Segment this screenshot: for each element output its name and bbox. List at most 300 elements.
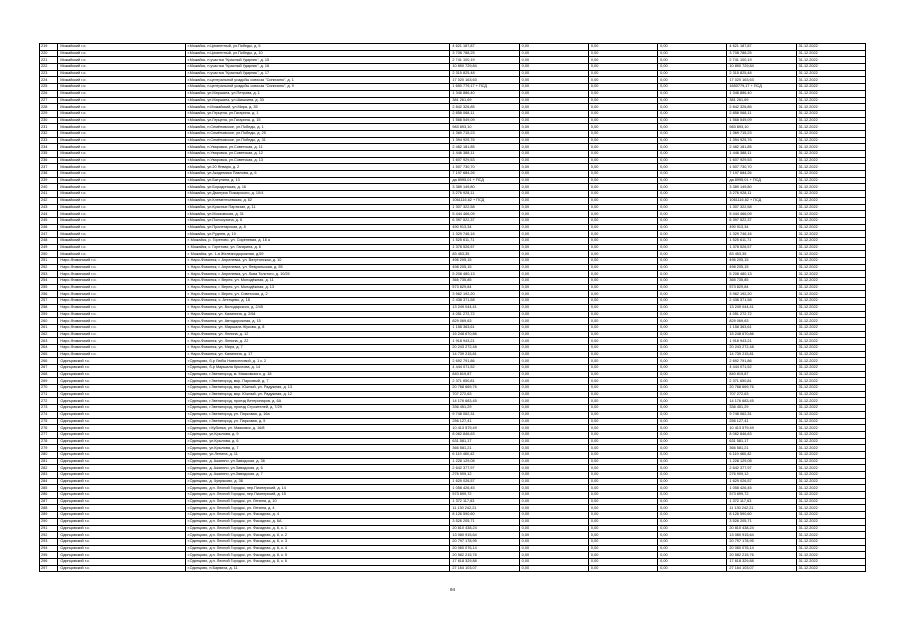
address-cell: г.Одинцово, г.Звенигород, проезд Строителей, д. 7/29 <box>185 405 450 412</box>
row-number-cell: 247 <box>40 231 58 238</box>
amount-cell: 1 918 943,21 <box>450 338 519 345</box>
zero-amount-cell: 0,00 <box>588 271 657 278</box>
zero-amount-cell: 0,00 <box>588 50 657 57</box>
amount-cell: 490 913,34 <box>450 224 519 231</box>
row-number-cell: 241 <box>40 191 58 198</box>
total-cell: 2 842 326,85 <box>727 104 796 111</box>
zero-amount-cell: 0,00 <box>519 458 588 465</box>
table-row <box>40 244 866 251</box>
zero-amount-cell: 0,00 <box>658 385 727 392</box>
municipality-cell: Наро-Фоминский г.о. <box>58 311 185 318</box>
municipality-cell: Наро-Фоминский г.о. <box>58 284 185 291</box>
total-cell: 17 618 329,88 <box>727 558 796 565</box>
amount-cell: 498 205,15 <box>450 264 519 271</box>
zero-amount-cell: 0,00 <box>588 284 657 291</box>
date-cell: 31.12.2022 <box>796 465 865 472</box>
date-cell: 31.12.2022 <box>796 418 865 425</box>
zero-amount-cell: 0,00 <box>658 231 727 238</box>
zero-amount-cell: 0,00 <box>519 231 588 238</box>
amount-cell: 366 581,21 <box>450 445 519 452</box>
date-cell: 31.12.2022 <box>796 492 865 499</box>
row-number-cell: 261 <box>40 324 58 331</box>
amount-cell: 20 582 215,76 <box>450 552 519 559</box>
date-cell: 31.12.2022 <box>796 231 865 238</box>
address-cell: г.Одинцово, ул.Ленина, д. 11 <box>185 451 450 458</box>
date-cell: 31.12.2022 <box>796 97 865 104</box>
table-row <box>40 57 866 64</box>
zero-amount-cell: 0,00 <box>658 64 727 71</box>
amount-cell: 1 607 929,53 <box>450 157 519 164</box>
amount-cell: 256 127,41 <box>450 418 519 425</box>
date-cell: 31.12.2022 <box>796 70 865 77</box>
total-cell: 498 205,15 <box>727 264 796 271</box>
row-number-cell: 272 <box>40 398 58 405</box>
table-row <box>40 538 866 545</box>
zero-amount-cell: 0,00 <box>588 498 657 505</box>
address-cell: г. Наро-Фоминск, ул. Мира, д. 7 <box>185 344 450 351</box>
municipality-cell: Наро-Фоминский г.о. <box>58 291 185 298</box>
total-cell: 1 607 929,53 <box>727 157 796 164</box>
row-number-cell: 294 <box>40 545 58 552</box>
amount-cell: 365 735,85 <box>450 278 519 285</box>
municipality-cell: Можайский г.о. <box>58 177 185 184</box>
table-row <box>40 378 866 385</box>
address-cell: г.Можайск, п.участка "Красный Ударник", д. 17 <box>185 70 450 77</box>
municipality-cell: Одинцовский г.о. <box>58 552 185 559</box>
row-number-cell: 229 <box>40 110 58 117</box>
total-cell: 1 918 943,21 <box>727 338 796 345</box>
zero-amount-cell: 0,00 <box>588 398 657 405</box>
address-cell: г.Одинцово, д.п. Лесной Городок, пер.Пионерский, д. 15 <box>185 492 450 499</box>
zero-amount-cell: 0,00 <box>588 492 657 499</box>
table-row <box>40 465 866 472</box>
date-cell: 31.12.2022 <box>796 365 865 372</box>
address-cell: г.Одинцово, д.п. Лесной Городок, ул. Фасадная, д. 6, к. 6 <box>185 558 450 565</box>
municipality-cell: Можайский г.о. <box>58 251 185 258</box>
municipality-cell: Одинцовский г.о. <box>58 405 185 412</box>
municipality-cell: Одинцовский г.о. <box>58 538 185 545</box>
table-row <box>40 144 866 151</box>
address-cell: г. Можайск, с. Горетово, ул. Гагарина, д. 6 <box>185 244 450 251</box>
address-cell: г.Можайск, ул.Московская, д. 31 <box>185 211 450 218</box>
date-cell: 31.12.2022 <box>796 191 865 198</box>
date-cell: 31.12.2022 <box>796 411 865 418</box>
row-number-cell: 234 <box>40 144 58 151</box>
date-cell: 31.12.2022 <box>796 532 865 539</box>
amount-cell: 1 629 026,57 <box>450 478 519 485</box>
zero-amount-cell: 0,00 <box>658 157 727 164</box>
total-cell: 3 276 928,11 <box>727 191 796 198</box>
total-cell: 20 797 178,95 <box>727 538 796 545</box>
address-cell: г. Наро-Фоминск, ул. Калинина, д. 17 <box>185 351 450 358</box>
row-number-cell: 258 <box>40 304 58 311</box>
address-cell: г.Одинцово, г.Звенигород, ул. Парковая, д. 16а <box>185 411 450 418</box>
municipality-cell: Можайский г.о. <box>58 90 185 97</box>
date-cell: 31.12.2022 <box>796 130 865 137</box>
municipality-cell: Можайский г.о. <box>58 244 185 251</box>
zero-amount-cell: 0,00 <box>658 204 727 211</box>
municipality-cell: Можайский г.о. <box>58 171 185 178</box>
municipality-cell: Можайский г.о. <box>58 117 185 124</box>
zero-amount-cell: 0,00 <box>658 171 727 178</box>
table-row <box>40 418 866 425</box>
total-cell: 707 272,63 <box>727 391 796 398</box>
table-row <box>40 425 866 432</box>
zero-amount-cell: 0,00 <box>519 438 588 445</box>
table-row <box>40 64 866 71</box>
zero-amount-cell: 0,00 <box>658 465 727 472</box>
page-number: 94 <box>449 587 455 592</box>
zero-amount-cell: 0,00 <box>588 124 657 131</box>
address-cell: г.Можайск, ул.Маршала, ул.Шишкина, д. 33 <box>185 97 450 104</box>
date-cell: 31.12.2022 <box>796 344 865 351</box>
zero-amount-cell: 0,00 <box>658 197 727 204</box>
municipality-cell: Наро-Фоминский г.о. <box>58 304 185 311</box>
amount-cell: 8 062 846,63 <box>450 431 519 438</box>
zero-amount-cell: 0,00 <box>658 324 727 331</box>
zero-amount-cell: 0,00 <box>519 552 588 559</box>
address-cell: г.Одинцово, д.п. Лесной Городок, ул. Фасадная, д. 6, к. 5 <box>185 552 450 559</box>
table-row <box>40 211 866 218</box>
zero-amount-cell: 0,00 <box>658 84 727 91</box>
date-cell: 31.12.2022 <box>796 458 865 465</box>
table-row <box>40 298 866 305</box>
address-cell: г.Одинцово, д.п. Лесной Городок, пер.Пионерский, д. 14 <box>185 485 450 492</box>
date-cell: 31.12.2022 <box>796 298 865 305</box>
row-number-cell: 281 <box>40 458 58 465</box>
total-cell: 366 581,21 <box>727 445 796 452</box>
zero-amount-cell: 0,00 <box>519 338 588 345</box>
total-cell: 2 642 377,97 <box>727 465 796 472</box>
zero-amount-cell: 0,00 <box>519 191 588 198</box>
total-cell: 17 020 163,63 <box>727 77 796 84</box>
address-cell: г. Наро-Фоминск, г. Апрелевка, ул. Февральская, д. 55 <box>185 264 450 271</box>
zero-amount-cell: 0,00 <box>588 371 657 378</box>
municipality-cell: Одинцовский г.о. <box>58 371 185 378</box>
municipality-cell: Одинцовский г.о. <box>58 391 185 398</box>
address-cell: г.Можайск, ул.Полосухина, д. 6 <box>185 217 450 224</box>
zero-amount-cell: 0,00 <box>658 284 727 291</box>
municipality-cell: Наро-Фоминский г.о. <box>58 258 185 265</box>
date-cell: 31.12.2022 <box>796 558 865 565</box>
date-cell: 31.12.2022 <box>796 385 865 392</box>
zero-amount-cell: 0,00 <box>658 492 727 499</box>
total-cell: 20 060 076,14 <box>727 545 796 552</box>
zero-amount-cell: 0,00 <box>519 237 588 244</box>
total-cell: 1 525 611,71 <box>727 237 796 244</box>
municipality-cell: Одинцовский г.о. <box>58 378 185 385</box>
amount-cell: 17 618 329,88 <box>450 558 519 565</box>
total-cell: 14 739 215,81 <box>727 351 796 358</box>
zero-amount-cell: 0,00 <box>519 331 588 338</box>
zero-amount-cell: 0,00 <box>658 478 727 485</box>
amount-cell: 83 453,35 <box>450 251 519 258</box>
zero-amount-cell: 0,00 <box>658 411 727 418</box>
address-cell: г.Можайск, п.участка "Красный Ударник", д. 15 <box>185 57 450 64</box>
address-cell: г.Можайск, ул.Дмитрия Пожарского, д. 10/4 <box>185 191 450 198</box>
address-cell: г. Наро-Фоминск, г. Верея, ул. Молодёжная, д. 11 <box>185 278 450 285</box>
zero-amount-cell: 0,00 <box>588 77 657 84</box>
zero-amount-cell: 0,00 <box>519 371 588 378</box>
amount-cell: 829 069,63 <box>450 318 519 325</box>
municipality-cell: Одинцовский г.о. <box>58 445 185 452</box>
zero-amount-cell: 0,00 <box>519 144 588 151</box>
zero-amount-cell: 0,00 <box>588 264 657 271</box>
municipality-cell: Можайский г.о. <box>58 204 185 211</box>
zero-amount-cell: 0,00 <box>658 184 727 191</box>
total-cell: 3 708 788,25 <box>727 50 796 57</box>
zero-amount-cell: 0,00 <box>658 304 727 311</box>
row-number-cell: 233 <box>40 137 58 144</box>
row-number-cell: 232 <box>40 130 58 137</box>
table-row <box>40 525 866 532</box>
amount-cell: да 8995,01 + ПСД <box>450 177 519 184</box>
address-cell: г.Можайск, п.Можайский, ул.Мира, д. 35 <box>185 104 450 111</box>
zero-amount-cell: 0,00 <box>658 258 727 265</box>
address-cell: г.Одинцово, г.Звенигород, проезд Ветеринаров, д. 6А <box>185 398 450 405</box>
date-cell: 31.12.2022 <box>796 438 865 445</box>
zero-amount-cell: 0,00 <box>519 84 588 91</box>
zero-amount-cell: 0,00 <box>658 485 727 492</box>
table-row <box>40 478 866 485</box>
address-cell: г.Одинцово, г.Кубинка, ул. Маяковск, д. 16/8 <box>185 425 450 432</box>
address-cell: г.Одинцово, ул.Крылова, д. 9 <box>185 431 450 438</box>
address-cell: г.Можайск, ул.Батулина, д. 13 <box>185 177 450 184</box>
total-cell: 490 913,34 <box>727 224 796 231</box>
municipality-cell: Одинцовский г.о. <box>58 485 185 492</box>
date-cell: 31.12.2022 <box>796 44 865 51</box>
table-row <box>40 278 866 285</box>
municipality-cell: Одинцовский г.о. <box>58 398 185 405</box>
amount-cell: 15 248 670,86 <box>450 331 519 338</box>
amount-cell: 14 739 215,81 <box>450 351 519 358</box>
table-row <box>40 512 866 519</box>
row-number-cell: 273 <box>40 405 58 412</box>
date-cell: 31.12.2022 <box>796 184 865 191</box>
zero-amount-cell: 0,00 <box>658 344 727 351</box>
zero-amount-cell: 0,00 <box>588 298 657 305</box>
municipality-cell: Наро-Фоминский г.о. <box>58 331 185 338</box>
zero-amount-cell: 0,00 <box>519 512 588 519</box>
zero-amount-cell: 0,00 <box>658 431 727 438</box>
zero-amount-cell: 0,00 <box>658 545 727 552</box>
zero-amount-cell: 0,00 <box>519 304 588 311</box>
zero-amount-cell: 0,00 <box>588 418 657 425</box>
address-cell: г.Можайск, ул.Герцена, ул.Гагарина, д. 15 <box>185 117 450 124</box>
zero-amount-cell: 0,00 <box>658 104 727 111</box>
zero-amount-cell: 0,00 <box>588 278 657 285</box>
total-cell: 573 899,72 <box>727 492 796 499</box>
zero-amount-cell: 0,00 <box>588 391 657 398</box>
zero-amount-cell: 0,00 <box>519 271 588 278</box>
amount-cell: 11 130 242,21 <box>450 505 519 512</box>
total-cell: 1 446 388,11 <box>727 151 796 158</box>
zero-amount-cell: 0,00 <box>519 351 588 358</box>
table-row <box>40 110 866 117</box>
zero-amount-cell: 0,00 <box>658 110 727 117</box>
zero-amount-cell: 0,00 <box>588 64 657 71</box>
row-number-cell: 284 <box>40 478 58 485</box>
zero-amount-cell: 0,00 <box>519 64 588 71</box>
amount-cell: 496 205,15 <box>450 258 519 265</box>
zero-amount-cell: 0,00 <box>658 50 727 57</box>
zero-amount-cell: 0,00 <box>519 278 588 285</box>
zero-amount-cell: 0,00 <box>658 237 727 244</box>
municipality-cell: Можайский г.о. <box>58 217 185 224</box>
date-cell: 31.12.2022 <box>796 485 865 492</box>
address-cell: г.Одинцово, б-р Маршала Крылова, д. 14 <box>185 365 450 372</box>
address-cell: г.Можайск, п.центральной усадьбы совхоза "Синичино", д. 1 <box>185 77 450 84</box>
zero-amount-cell: 0,00 <box>588 485 657 492</box>
zero-amount-cell: 0,00 <box>658 271 727 278</box>
zero-amount-cell: 0,00 <box>658 251 727 258</box>
total-cell: 8 062 846,63 <box>727 431 796 438</box>
amount-cell: 2 842 326,85 <box>450 104 519 111</box>
amount-cell: 20 797 178,95 <box>450 538 519 545</box>
zero-amount-cell: 0,00 <box>519 472 588 479</box>
address-cell: г.Одинцово, б-р Любы Новоселовой, д. 1 к. 2 <box>185 358 450 365</box>
amount-cell: 1 307 322,58 <box>450 204 519 211</box>
row-number-cell: 220 <box>40 50 58 57</box>
table-row <box>40 224 866 231</box>
address-cell: г.Можайск, п.Семёновское, ул.Победы, д. 31 <box>185 137 450 144</box>
amount-cell: 13 080 915,64 <box>450 532 519 539</box>
address-cell: г. Наро-Фоминск, г. Верея, ул. Молодёжная, д. 13 <box>185 284 450 291</box>
municipality-cell: Одинцовский г.о. <box>58 505 185 512</box>
zero-amount-cell: 0,00 <box>519 391 588 398</box>
zero-amount-cell: 0,00 <box>588 224 657 231</box>
zero-amount-cell: 0,00 <box>519 385 588 392</box>
total-cell: 1 058 426,45 <box>727 485 796 492</box>
zero-amount-cell: 0,00 <box>588 251 657 258</box>
total-cell: 13 080 915,64 <box>727 532 796 539</box>
amount-cell: 3 389 149,80 <box>450 184 519 191</box>
zero-amount-cell: 0,00 <box>519 197 588 204</box>
row-number-cell: 263 <box>40 338 58 345</box>
total-cell: 1 372 117,63 <box>727 498 796 505</box>
date-cell: 31.12.2022 <box>796 278 865 285</box>
amount-cell: 1 372 117,63 <box>450 498 519 505</box>
table-row <box>40 251 866 258</box>
zero-amount-cell: 0,00 <box>588 438 657 445</box>
zero-amount-cell: 0,00 <box>658 244 727 251</box>
table-row <box>40 151 866 158</box>
table-row <box>40 532 866 539</box>
amount-cell: 20 810 438,24 <box>450 525 519 532</box>
date-cell: 31.12.2022 <box>796 164 865 171</box>
address-cell: г.Можайск, ул.Клементьевская, д. 62 <box>185 197 450 204</box>
date-cell: 31.12.2022 <box>796 151 865 158</box>
date-cell: 31.12.2022 <box>796 311 865 318</box>
date-cell: 31.12.2022 <box>796 110 865 117</box>
row-number-cell: 256 <box>40 291 58 298</box>
table-row <box>40 311 866 318</box>
total-cell: 1 507 730,70 <box>727 164 796 171</box>
row-number-cell: 289 <box>40 512 58 519</box>
total-cell: 2 692 791,86 <box>727 358 796 365</box>
amount-cell: 7 197 684,26 <box>450 171 519 178</box>
zero-amount-cell: 0,00 <box>588 445 657 452</box>
zero-amount-cell: 0,00 <box>658 451 727 458</box>
address-cell: г.Одинцово, д. Чупряково, д. 36 <box>185 478 450 485</box>
address-cell: г.Можайск, п.Цементный, ул.Победы, д. 5 <box>185 44 450 51</box>
table-row <box>40 90 866 97</box>
total-cell: 381 261,69 <box>727 97 796 104</box>
amount-cell: 2 692 791,86 <box>450 358 519 365</box>
date-cell: 31.12.2022 <box>796 351 865 358</box>
municipality-cell: Одинцовский г.о. <box>58 451 185 458</box>
row-number-cell: 230 <box>40 117 58 124</box>
zero-amount-cell: 0,00 <box>519 311 588 318</box>
row-number-cell: 259 <box>40 311 58 318</box>
row-number-cell: 222 <box>40 64 58 71</box>
address-cell: г.Одинцово, д.п. Лесной Городок, ул. Фасадная, д. 6, к. 1 <box>185 525 450 532</box>
table-row <box>40 385 866 392</box>
date-cell: 31.12.2022 <box>796 84 865 91</box>
address-cell: г. Наро-Фоминск, ул. Володарского, д. 2/45 <box>185 304 450 311</box>
table-row <box>40 451 866 458</box>
total-cell: 3 962 192,20 <box>727 291 796 298</box>
zero-amount-cell: 0,00 <box>658 472 727 479</box>
total-cell: 840 819,87 <box>727 371 796 378</box>
zero-amount-cell: 0,00 <box>519 291 588 298</box>
row-number-cell: 282 <box>40 465 58 472</box>
municipality-cell: Можайский г.о. <box>58 144 185 151</box>
municipality-cell: Одинцовский г.о. <box>58 498 185 505</box>
zero-amount-cell: 0,00 <box>588 151 657 158</box>
zero-amount-cell: 0,00 <box>658 365 727 372</box>
total-cell: 3 389 149,80 <box>727 184 796 191</box>
zero-amount-cell: 0,00 <box>519 258 588 265</box>
date-cell: 31.12.2022 <box>796 545 865 552</box>
total-cell: 6 397 522,37 <box>727 217 796 224</box>
municipality-cell: Можайский г.о. <box>58 197 185 204</box>
amount-cell: 3 276 928,11 <box>450 191 519 198</box>
table-row <box>40 117 866 124</box>
zero-amount-cell: 0,00 <box>658 44 727 51</box>
total-cell: 365 735,85 <box>727 278 796 285</box>
address-cell: г.Можайск, ул.20 Января, д. 2 <box>185 164 450 171</box>
municipality-cell: Одинцовский г.о. <box>58 492 185 499</box>
amount-cell: 10 890 729,84 <box>450 64 519 71</box>
total-cell: 20 582 215,76 <box>727 552 796 559</box>
table-row <box>40 351 866 358</box>
table-row <box>40 411 866 418</box>
zero-amount-cell: 0,00 <box>658 124 727 131</box>
row-number-cell: 292 <box>40 532 58 539</box>
municipality-cell: Наро-Фоминский г.о. <box>58 278 185 285</box>
address-cell: г.Можайск, п.центральной усадьбы совхоза "Синичино", д. 9 <box>185 84 450 91</box>
amount-cell: 336 451,29 <box>450 405 519 412</box>
address-cell: г.Одинцово, д.п. Лесной Городок, ул. Ленина, д. 10 <box>185 498 450 505</box>
row-number-cell: 265 <box>40 351 58 358</box>
row-number-cell: 287 <box>40 498 58 505</box>
row-number-cell: 240 <box>40 184 58 191</box>
zero-amount-cell: 0,00 <box>519 425 588 432</box>
row-number-cell: 254 <box>40 278 58 285</box>
address-cell: г. Наро-Фоминск, ул. Маршала Жукова, д. 8 <box>185 324 450 331</box>
zero-amount-cell: 0,00 <box>658 224 727 231</box>
table-row <box>40 498 866 505</box>
row-number-cell: 293 <box>40 538 58 545</box>
zero-amount-cell: 0,00 <box>588 478 657 485</box>
zero-amount-cell: 0,00 <box>658 505 727 512</box>
zero-amount-cell: 0,00 <box>658 97 727 104</box>
zero-amount-cell: 0,00 <box>658 318 727 325</box>
total-cell: 10 890 729,84 <box>727 64 796 71</box>
total-cell: 1 378 526,57 <box>727 244 796 251</box>
zero-amount-cell: 0,00 <box>588 411 657 418</box>
